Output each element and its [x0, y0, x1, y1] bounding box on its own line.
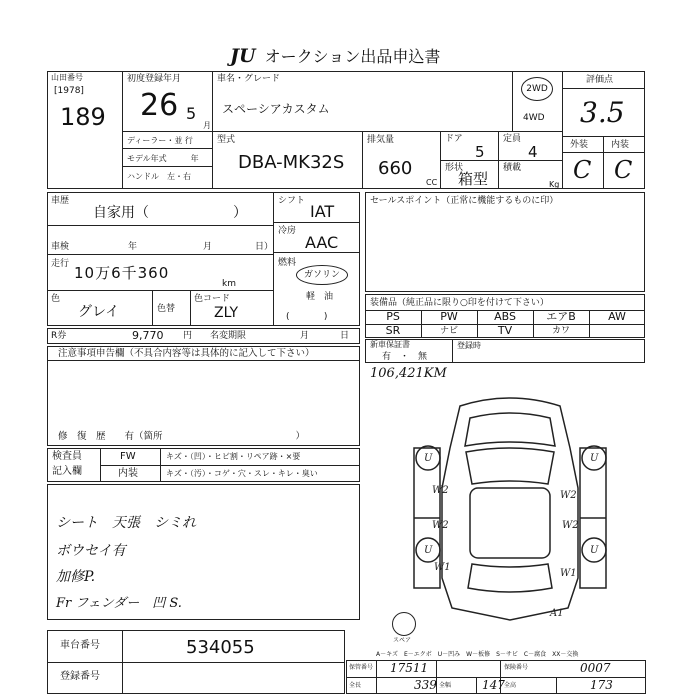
ju-logo: JU [230, 45, 256, 67]
registration-year: 26 [140, 88, 179, 123]
fuel-gasoline: ガソリン [296, 265, 348, 285]
mark-fr: U [590, 453, 599, 464]
history-value: 自家用（ ） [93, 205, 247, 221]
mileage-note: 106,421KM [370, 366, 447, 381]
color-code-label: 色コード [194, 294, 231, 304]
note-line-3: 加修P. [56, 569, 96, 585]
fuel-diesel: 軽 油 [306, 292, 334, 302]
warranty-receiver-label: 登録時 [457, 341, 481, 350]
width-value: 147 [482, 678, 505, 692]
model-label: 車名・グレード [217, 74, 281, 84]
displacement-unit: CC [426, 178, 438, 187]
mark-wr: U [590, 545, 599, 556]
interior-label: 内装 [118, 468, 138, 479]
equip-leather: カワ [551, 326, 570, 336]
fuel-paren: ( ) [286, 312, 328, 322]
score-value: 3.5 [580, 96, 625, 129]
mark-l2: W2 [432, 520, 449, 531]
recycle-day: 日 [340, 331, 350, 341]
color-value: グレイ [78, 304, 120, 320]
equip-abs: ABS [494, 310, 516, 323]
mark-r2: W2 [562, 520, 579, 531]
spare-label: スペア [393, 637, 412, 644]
shift-label: シフト [278, 196, 306, 206]
storage-label: 保管番号 [349, 664, 374, 671]
insurance-value: 0007 [580, 661, 611, 675]
recycle-unit: 円 [183, 331, 193, 341]
ac-value: AAC [305, 233, 339, 252]
equip-pw: PW [440, 310, 458, 323]
doors-label: ドア [445, 134, 463, 144]
repair-label: 修 復 歴 有（箇所 ） [58, 431, 306, 442]
inspection-label: 車検 [51, 242, 70, 252]
body-shape-label: 形状 [445, 163, 464, 173]
mark-rear: A1 [550, 608, 564, 619]
capacity-label: 定員 [503, 134, 522, 144]
equipment-label: 装備品（純正品に限り○印を付けて下さい） [370, 298, 549, 308]
car-roof [470, 488, 550, 558]
score-ext-label: 外装 [570, 140, 589, 150]
chassis-value: 534055 [186, 637, 255, 658]
recycle-expiry-label: 名変期限 [210, 331, 247, 341]
car-rear-window [468, 564, 552, 592]
ac-label: 冷房 [278, 226, 297, 236]
equip-navi: ナビ [439, 326, 458, 336]
score-int-label: 内装 [611, 140, 630, 150]
lot-number: 189 [60, 103, 106, 131]
equip-sr: SR [385, 324, 401, 337]
length-value: 339 [414, 678, 437, 692]
warranty-label: 新車保証書 [370, 340, 410, 349]
car-body-outline [442, 398, 578, 620]
fuel-label: 燃料 [278, 258, 297, 268]
chassis-label: 車台番号 [60, 640, 100, 651]
fw-label: FW [120, 451, 136, 462]
car-damage-diagram [400, 388, 620, 638]
lot-year-code: [1978] [54, 86, 84, 96]
header [230, 44, 440, 67]
mark-l1: W2 [432, 485, 449, 496]
spare-tire [392, 612, 416, 636]
note-line-1: シート 天張 シミれ [56, 515, 196, 531]
equip-tv: TV [497, 324, 513, 337]
weight-label: 積載 [503, 163, 522, 173]
form-title: オークション出品申込書 [264, 47, 441, 66]
registration-month: 5 [186, 104, 197, 123]
displacement-label: 排気量 [367, 135, 395, 145]
recycle-label: R券 [51, 331, 67, 341]
color-code: ZLY [214, 305, 239, 321]
storage-value: 17511 [390, 661, 429, 675]
note-line-2: ボウセイ有 [56, 543, 126, 559]
displacement-value: 660 [378, 158, 413, 179]
dealer-row2: モデル年式 年 [127, 154, 199, 163]
model-name: スペーシアカスタム [222, 102, 330, 116]
car-windshield [466, 448, 554, 484]
mileage-label: 走行 [51, 259, 70, 269]
registration-month-unit: 月 [203, 121, 211, 130]
equip-ps: PS [386, 310, 400, 323]
notes-label: 注意事項申告欄（不具合内容等は具体的に記入して下さい） [58, 348, 315, 359]
history-label: 車歴 [51, 196, 70, 206]
equip-aw: AW [608, 310, 626, 323]
plate-label: 登録番号 [60, 671, 100, 682]
width-label: 全幅 [439, 682, 452, 689]
equip-airbag: エアB [546, 310, 576, 323]
recycle-month: 月 [300, 331, 310, 341]
entry-label: 記入欄 [52, 466, 82, 477]
mileage-unit: km [222, 279, 236, 289]
inspection-month: 月 [203, 242, 213, 252]
note-line-4: Fr フェンダー 凹 S. [56, 596, 182, 611]
mileage-value: 10万6千360 [74, 264, 170, 282]
sales-label: セールスポイント（正常に機能するものに印） [370, 196, 559, 206]
damage-legend: A－キズ E－エクボ U－凹み W－板修 S－サビ C－腐食 XX－交換 [376, 651, 579, 658]
type-label: 型式 [217, 135, 236, 145]
mark-wl: U [424, 545, 433, 556]
sales-point-block [365, 192, 645, 292]
lot-era-label: 山田番号 [51, 73, 83, 82]
recycle-value: 9,770 [132, 329, 164, 342]
inspection-day: 日） [255, 242, 274, 252]
mark-r1: W2 [560, 490, 577, 501]
shift-value: IAT [310, 202, 335, 221]
dealer-row1: ディーラー・並 行 [127, 136, 193, 145]
doors-value: 5 [475, 143, 485, 161]
weight-unit: Kg [549, 180, 560, 189]
type-value: DBA-MK32S [238, 152, 345, 173]
inspection-year: 年 [128, 242, 138, 252]
insurance-label: 保険番号 [504, 664, 529, 671]
capacity-value: 4 [528, 143, 538, 161]
score-int: C [614, 156, 633, 184]
drive-4wd: 4WD [523, 113, 545, 123]
warranty-options: 有 ・ 無 [382, 352, 428, 362]
int-marks: キズ・（汚）・コゲ・穴・スレ・キレ・臭い [166, 469, 318, 478]
score-label: 評価点 [586, 75, 614, 85]
car-hood [465, 413, 555, 446]
fw-marks: キズ・（凹）・ヒビ割・リペア跡・×要 [166, 452, 301, 461]
mark-rl: W1 [434, 562, 451, 573]
height-value: 173 [590, 678, 613, 692]
drive-2wd: 2WD [521, 77, 553, 101]
recycle-row [47, 328, 360, 344]
height-label: 全高 [504, 682, 517, 689]
mark-fl: U [424, 453, 433, 464]
score-ext: C [573, 156, 592, 184]
dealer-row3: ハンドル 左・右 [127, 172, 191, 181]
registration-label: 初度登録年月 [127, 74, 182, 84]
inspector-label: 検査員 [52, 451, 82, 462]
length-label: 全長 [349, 682, 362, 689]
color-label: 色 [51, 294, 61, 304]
color-change-label: 色替 [157, 304, 176, 314]
body-shape-value: 箱型 [458, 170, 489, 188]
mark-rr: W1 [560, 568, 577, 579]
